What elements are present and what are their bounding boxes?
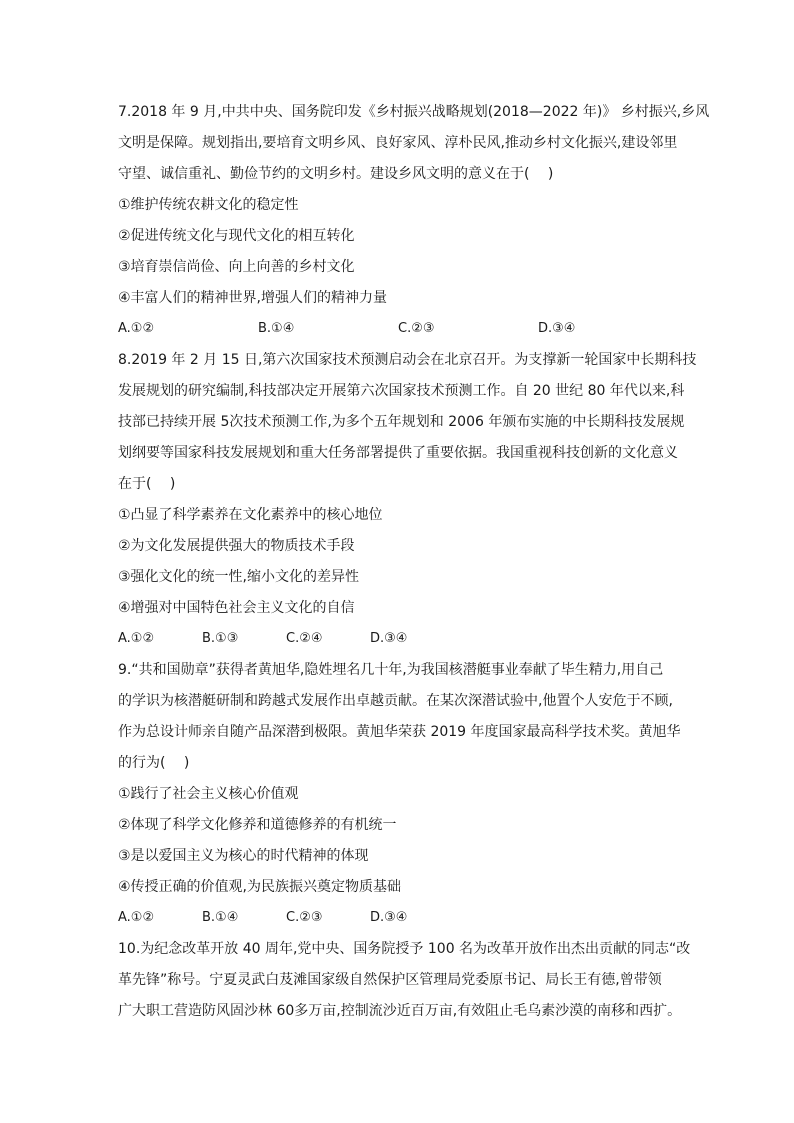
answer-options — [118, 908, 678, 928]
question-stem-line: 10.为纪念改革开放 40 周年,党中央、国务院授予 100 名为改革开放作出杰出贡献的同志“改 — [118, 941, 691, 957]
statement: ③培育崇信尚俭、向上向善的乡村文化 — [118, 259, 355, 275]
option-a: A.①② — [118, 910, 155, 925]
statement: ①维护传统农耕文化的稳定性 — [118, 197, 299, 213]
question-stem-line: 文明是保障。规划指出,要培育文明乡风、良好家风、淳朴民风,推动乡村文化振兴,建设邻里 — [118, 135, 678, 151]
question-stem-line: 在于( ) — [118, 476, 176, 492]
question-7 — [118, 102, 710, 339]
answer-options — [118, 629, 678, 649]
statement: ③强化文化的统一性,缩小文化的差异性 — [118, 569, 359, 585]
option-c: C.②③ — [398, 321, 435, 336]
statement: ②促进传统文化与现代文化的相互转化 — [118, 228, 355, 244]
answer-options — [118, 319, 678, 339]
option-a: A.①② — [118, 321, 155, 336]
option-d: D.③④ — [370, 631, 408, 646]
question-stem-line: 广大职工营造防风固沙林 60多万亩,控制流沙近百万亩,有效阻止毛乌素沙漠的南移和西扩。 — [118, 1003, 682, 1019]
question-stem-line: 的行为( ) — [118, 755, 190, 771]
option-b: B.①④ — [202, 910, 239, 925]
option-d: D.③④ — [538, 321, 576, 336]
option-b: B.①④ — [258, 321, 295, 336]
statement: ②为文化发展提供强大的物质技术手段 — [118, 538, 355, 554]
option-c: C.②③ — [286, 910, 323, 925]
option-d: D.③④ — [370, 910, 408, 925]
question-stem-line: 的学识为核潜艇研制和跨越式发展作出卓越贡献。在某次深潜试验中,他置个人安危于不顾, — [118, 693, 673, 709]
question-stem-line: 7.2018 年 9 月,中共中央、国务院印发《乡村振兴战略规划(2018—2022 年)》 乡村振兴,乡风 — [118, 104, 710, 120]
statement: ④增强对中国特色社会主义文化的自信 — [118, 600, 355, 616]
question-stem-line: 9.“共和国勋章”获得者黄旭华,隐姓埋名几十年,为我国核潜艇事业奉献了毕生精力,用自己 — [118, 662, 664, 678]
question-10 — [118, 939, 691, 1021]
statement: ③是以爱国主义为核心的时代精神的体现 — [118, 848, 369, 864]
option-c: C.②④ — [286, 631, 323, 646]
question-stem-line: 革先锋”称号。宁夏灵武白芨滩国家级自然保护区管理局党委原书记、局长王有德,曾带领 — [118, 972, 662, 988]
statement: ②体现了科学文化修养和道德修养的有机统一 — [118, 817, 397, 833]
statement: ①践行了社会主义核心价值观 — [118, 786, 299, 802]
document-page — [118, 102, 710, 1032]
question-8 — [118, 350, 697, 649]
statement: ①凸显了科学素养在文化素养中的核心地位 — [118, 507, 383, 523]
option-b: B.①③ — [202, 631, 239, 646]
question-stem-line: 发展规划的研究编制,科技部决定开展第六次国家技术预测工作。自 20 世纪 80 年代以来,科 — [118, 383, 685, 399]
question-stem-line: 作为总设计师亲自随产品深潜到极限。黄旭华荣获 2019 年度国家最高科学技术奖。黄旭华 — [118, 724, 681, 740]
statement: ④丰富人们的精神世界,增强人们的精神力量 — [118, 290, 387, 306]
question-stem-line: 8.2019 年 2 月 15 日,第六次国家技术预测启动会在北京召开。为支撑新一轮国家中长期科技 — [118, 352, 697, 368]
question-stem-line: 划纲要等国家科技发展规划和重大任务部署提供了重要依据。我国重视科技创新的文化意义 — [118, 445, 678, 461]
question-9 — [118, 660, 681, 928]
option-a: A.①② — [118, 631, 155, 646]
question-stem-line: 技部已持续开展 5次技术预测工作,为多个五年规划和 2006 年颁布实施的中长期科技发展规 — [118, 414, 685, 430]
question-stem-line: 守望、诚信重礼、勤俭节约的文明乡村。建设乡风文明的意义在于( ) — [118, 166, 554, 182]
statement: ④传授正确的价值观,为民族振兴奠定物质基础 — [118, 879, 401, 895]
